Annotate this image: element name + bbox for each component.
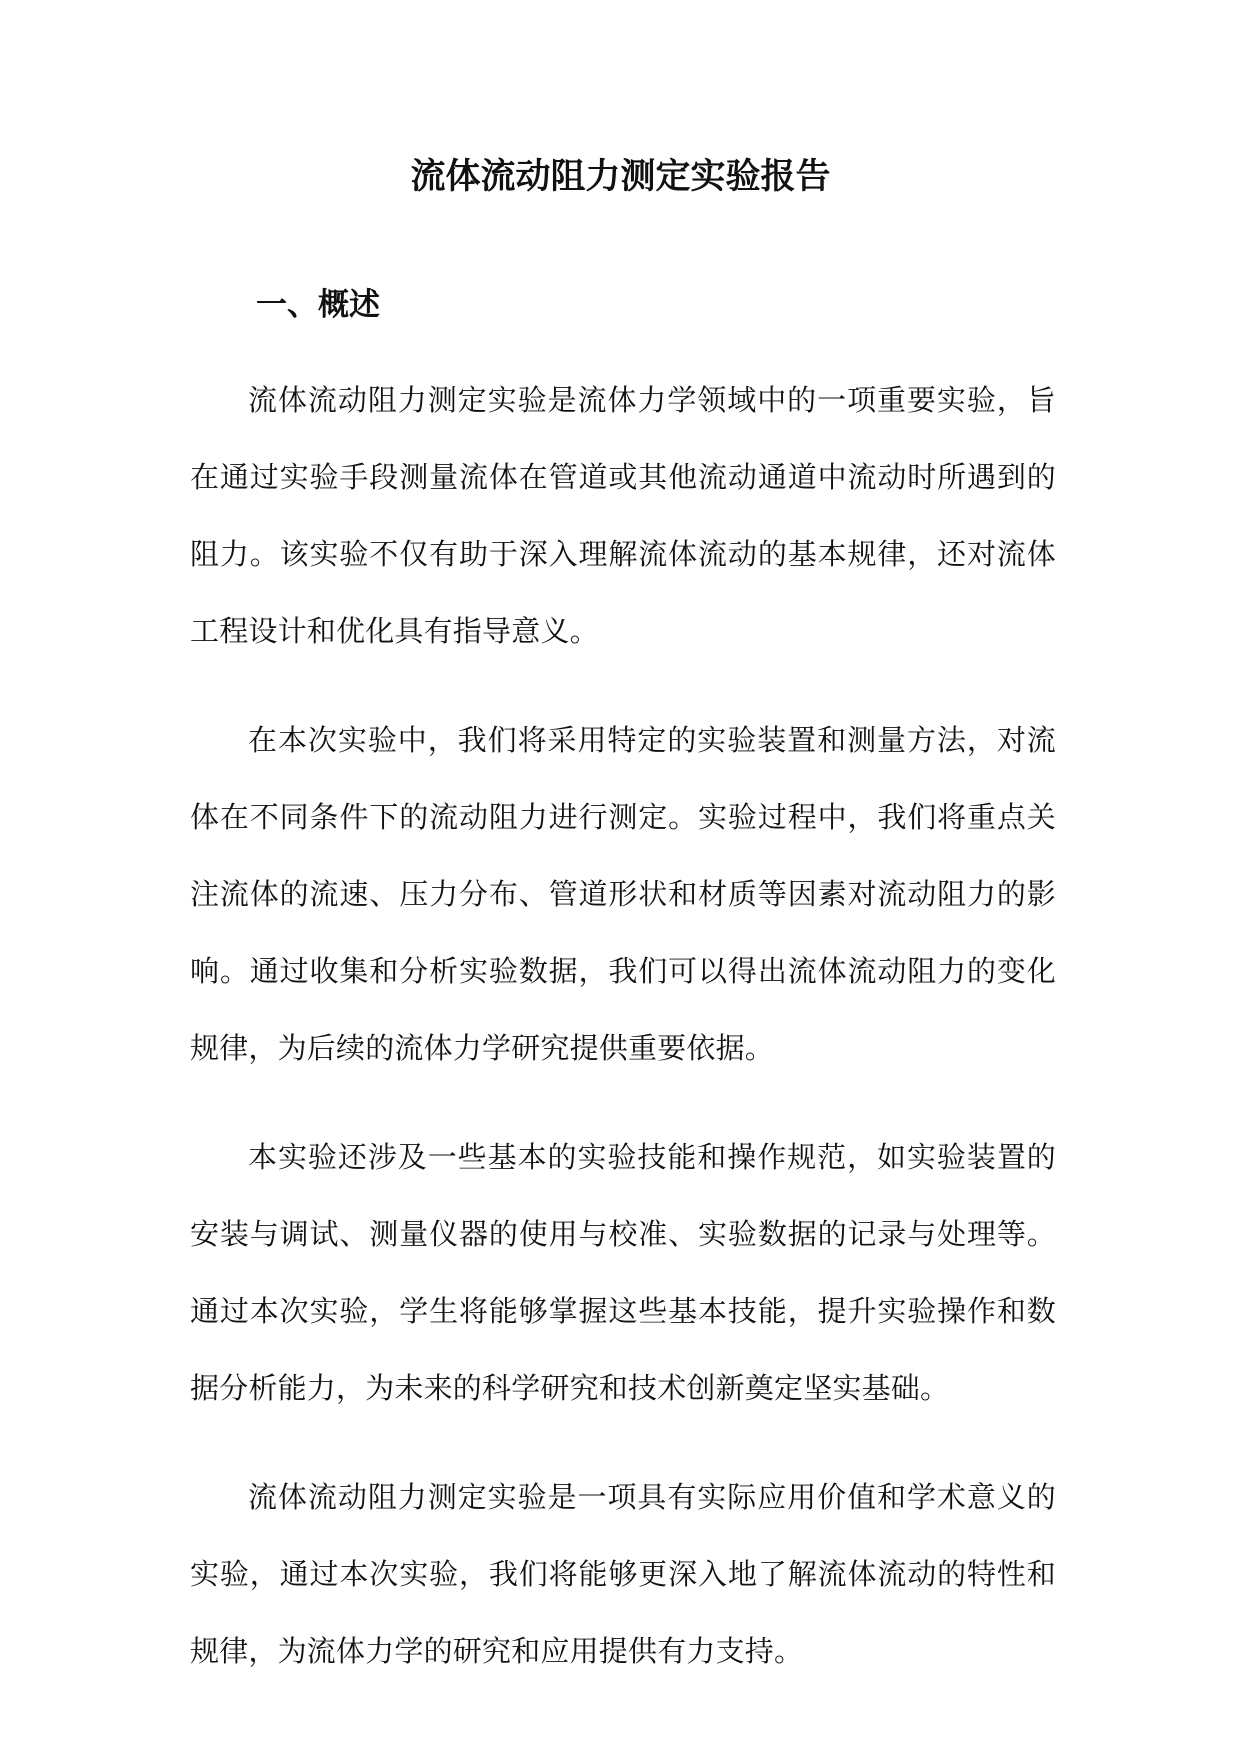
paragraph-1: 流体流动阻力测定实验是流体力学领域中的一项重要实验，旨在通过实验手段测量流体在管道或其他流动通道中流动时所遇到的阻力。该实验不仅有助于深入理解流体流动的基本规律，还对流体工程设计和优化具有指导意义。: [190, 383, 1056, 648]
paragraph-2: 在本次实验中，我们将采用特定的实验装置和测量方法，对流体在不同条件下的流动阻力进行测定。实验过程中，我们将重点关注流体的流速、压力分布、管道形状和材质等因素对流动阻力的影响。通过收集和分析实验数据，我们可以得出流体流动阻力的变化规律，为后续的流体力学研究提供重要依据。: [190, 723, 1056, 1065]
body-text: [190, 362, 1056, 1722]
document-title: 流体流动阻力测定实验报告: [410, 156, 831, 197]
paragraph-4: 流体流动阻力测定实验是一项具有实际应用价值和学术意义的实验，通过本次实验，我们将能够更深入地了解流体流动的特性和规律，为流体力学的研究和应用提供有力支持。: [190, 1480, 1056, 1668]
paragraph-3: 本实验还涉及一些基本的实验技能和操作规范，如实验装置的安装与调试、测量仪器的使用与校准、实验数据的记录与处理等。通过本次实验，学生将能够掌握这些基本技能，提升实验操作和数据分析能力，为未来的科学研究和技术创新奠定坚实基础。: [190, 1140, 1056, 1405]
section-heading-overview: 一、概述: [256, 287, 380, 323]
